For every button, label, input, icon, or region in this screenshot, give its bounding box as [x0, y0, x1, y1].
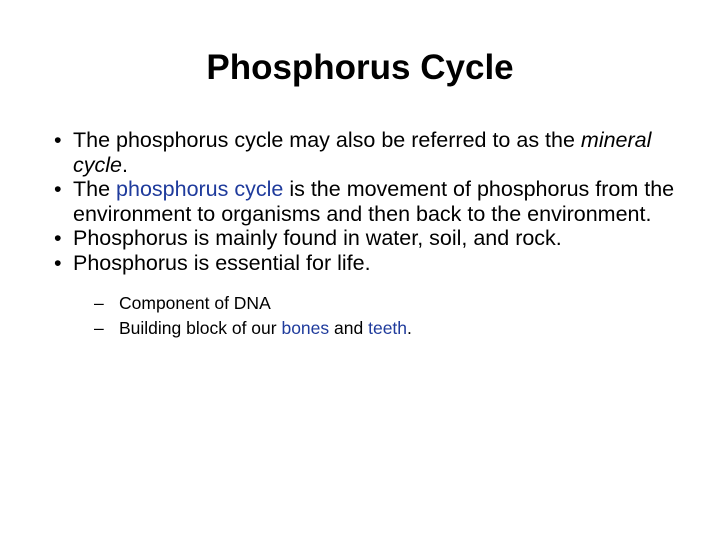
bullet-text: The — [73, 177, 117, 201]
sub-bullet-highlight-bones: bones — [281, 318, 330, 338]
bullet-item — [54, 177, 694, 226]
sub-bullet-text-end: . — [407, 318, 412, 338]
bullet-italic-term: mineral cycle — [73, 128, 652, 177]
bullet-marker: • — [54, 128, 62, 152]
bullet-text-end: is the movement of phosphorus from the environment to organisms and then back to the environment. — [73, 177, 675, 226]
bullet-list — [54, 128, 694, 341]
bullet-item — [54, 251, 694, 342]
bullet-marker: • — [54, 177, 62, 201]
slide-title: Phosphorus Cycle — [206, 48, 514, 87]
sub-bullet-marker: – — [94, 293, 104, 313]
bullet-text: Phosphorus is essential for life. — [73, 250, 371, 275]
bullet-text: Phosphorus is mainly found in water, soil, and rock. — [73, 226, 562, 250]
sub-bullet-marker: – — [94, 318, 104, 338]
sub-bullet-text: Building block of our — [119, 318, 282, 338]
bullet-marker: • — [54, 226, 62, 250]
sub-bullet-item — [94, 291, 694, 316]
bullet-marker: • — [54, 250, 62, 275]
sub-bullet-highlight-teeth: teeth — [368, 318, 408, 338]
bullet-highlight-term: phosphorus cycle — [116, 177, 284, 201]
sub-bullet-item — [94, 316, 694, 341]
bullet-item — [54, 128, 694, 177]
bullet-text: The phosphorus cycle may also be referred to as the — [73, 128, 581, 152]
sub-bullet-text: Component of DNA — [119, 293, 271, 313]
bullet-item — [54, 226, 694, 251]
sub-bullet-list — [73, 291, 694, 341]
bullet-text-end: . — [121, 152, 128, 177]
sub-bullet-text-middle: and — [329, 318, 369, 338]
